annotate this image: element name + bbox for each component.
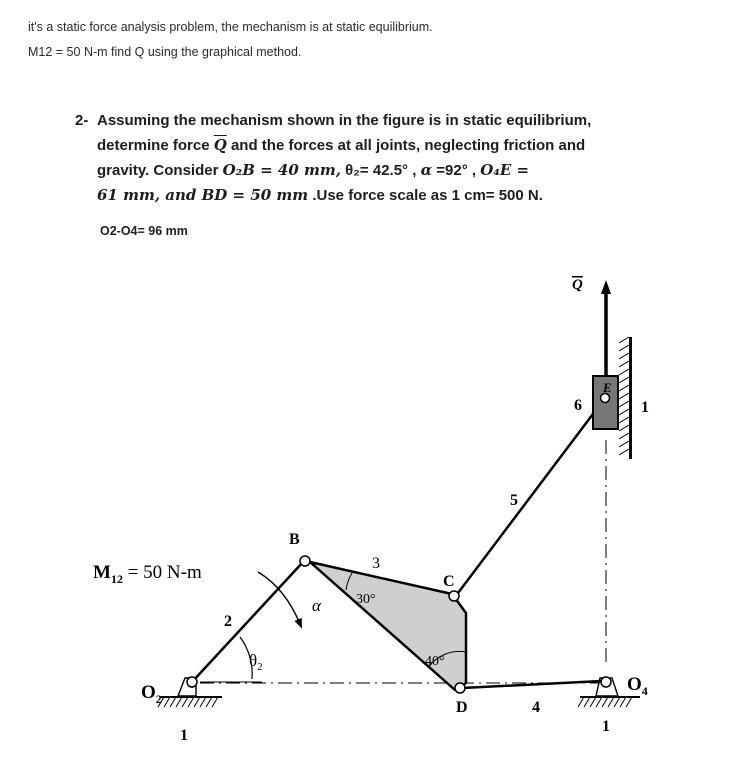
link-4-label: 4 (532, 699, 540, 716)
problem-line-4 (97, 183, 715, 208)
theta2-value: θ₂= 42.5° , (340, 162, 421, 179)
angle-40-label: 40° (425, 654, 445, 669)
problem-line-3 (97, 158, 715, 183)
link-1-label-wall: 1 (641, 399, 649, 416)
pin-c (449, 591, 459, 601)
problem-line-3-start: gravity. Consider (97, 162, 223, 179)
o4e-bd-values: 61 mm, and BD = 50 mm (97, 186, 309, 204)
theta2-label: $\theta_2$ (249, 651, 263, 673)
problem-line-2-start: determine force (97, 137, 214, 154)
b-label: B (289, 531, 300, 548)
link-6-label: 6 (574, 397, 582, 414)
link-1-label-left: 1 (180, 727, 188, 744)
link-5 (455, 398, 605, 597)
o2b-length: O₂B = 40 mm, (222, 161, 341, 179)
force-q-symbol: $\overline{Q}$ (213, 136, 227, 154)
problem-line-1: Assuming the mechanism shown in the figure is in static equilibrium, (97, 112, 592, 129)
intro-line-2: M12 = 50 N-m find Q using the graphical method. (28, 45, 302, 59)
d-label: D (456, 699, 468, 716)
link-3-label: 3 (372, 555, 380, 572)
o2-label: $O_2$ (141, 682, 162, 706)
link-4 (462, 681, 602, 688)
link-2-label: 2 (224, 613, 232, 630)
o4e-length: O₄E = (480, 161, 530, 179)
intro-line-1: it's a static force analysis problem, the mechanism is at static equilibrium. (28, 20, 433, 34)
problem-number: 2- (75, 112, 89, 129)
e-label: E (603, 380, 612, 395)
problem-line-2-end: and the forces at all joints, neglecting friction and (226, 137, 586, 154)
link-2 (192, 562, 303, 682)
o4-label: $O_4$ (627, 674, 648, 698)
problem-statement (75, 108, 715, 208)
mechanism-figure (0, 250, 748, 779)
slider-guide-wall (619, 337, 632, 459)
pin-b (300, 556, 310, 566)
moment-m12-arrow (258, 572, 300, 624)
alpha-value: =92° , (432, 162, 481, 179)
angle-30-label: 30° (356, 592, 376, 607)
force-scale: .Use force scale as 1 cm= 500 N. (308, 187, 543, 204)
o2-o4-distance-note: O2-O4= 96 mm (100, 224, 188, 238)
alpha-symbol: α (420, 161, 433, 179)
pin-o4 (601, 677, 611, 687)
link-1-label-right: 1 (602, 718, 610, 735)
pin-d (455, 683, 465, 693)
link-5-label: 5 (510, 492, 518, 509)
force-q-arrow (601, 280, 611, 294)
problem-line-2 (97, 133, 715, 158)
q-label: Q (572, 277, 583, 293)
moment-m12-label: $M_{12} = 50$ N-m (93, 562, 202, 586)
pin-o2 (187, 677, 197, 687)
alpha-label: α (312, 596, 321, 615)
c-label: C (443, 573, 455, 590)
